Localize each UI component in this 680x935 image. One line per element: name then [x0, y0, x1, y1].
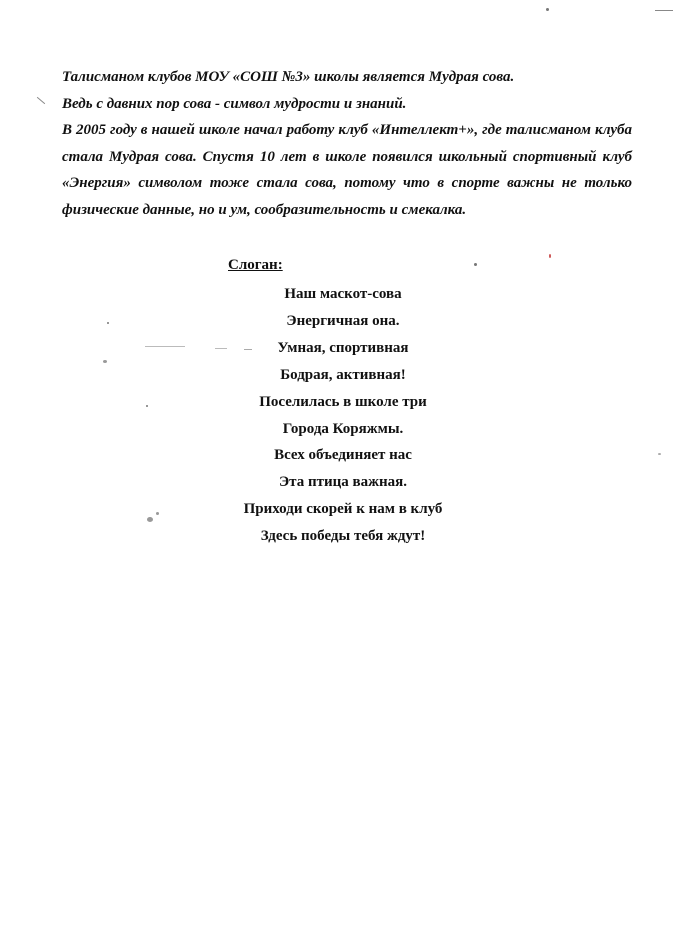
intro-line-symbol: Ведь с давних пор сова - символ мудрости и знаний.: [62, 95, 407, 112]
scan-speck: [156, 512, 159, 515]
scan-speck: [549, 254, 551, 258]
intro-paragraph: В 2005 году в нашей школе начал работу клуб «Интеллект+», где талисманом клуба стала Мудрая сова. Спустя 10 лет в школе появился школьный спортивный клуб «Энергия» символом тоже стала сова, потому что в спорте важны не только физические данные, но и ум, сообразительность и смекалка.: [62, 122, 632, 218]
intro-text: [62, 64, 632, 223]
poem-line: Поселилась в школе три: [259, 393, 427, 410]
poem-line: Приходи скорей к нам в клуб: [243, 501, 443, 518]
scan-speck: [546, 8, 549, 11]
slogan-heading: Слоган:: [228, 257, 283, 273]
poem-line: Наш маскот-сова: [284, 286, 402, 302]
poem-line: Энергичная она.: [286, 312, 400, 329]
scan-speck: [103, 360, 107, 363]
scan-speck: [658, 453, 661, 455]
poem-line: Здесь победы тебя ждут!: [260, 528, 426, 545]
scan-speck: [147, 517, 153, 522]
scan-scratch: [145, 346, 185, 347]
scan-scratch: [655, 10, 673, 11]
poem-line: Эта птица важная.: [278, 474, 407, 491]
poem-line: Всех объединяет нас: [274, 447, 412, 464]
poem-line: Умная, спортивная: [277, 339, 409, 356]
poem-line: Города Коряжмы.: [282, 420, 404, 437]
scan-speck: [474, 263, 477, 266]
scan-speck: [107, 322, 109, 324]
scan-speck: [146, 405, 148, 407]
scan-scratch: [37, 97, 45, 104]
slogan-poem: [200, 281, 486, 550]
intro-line-mascot: Талисманом клубов МОУ «СОШ №3» школы является Мудрая сова.: [62, 69, 515, 85]
poem-line: Бодрая, активная!: [280, 366, 406, 383]
